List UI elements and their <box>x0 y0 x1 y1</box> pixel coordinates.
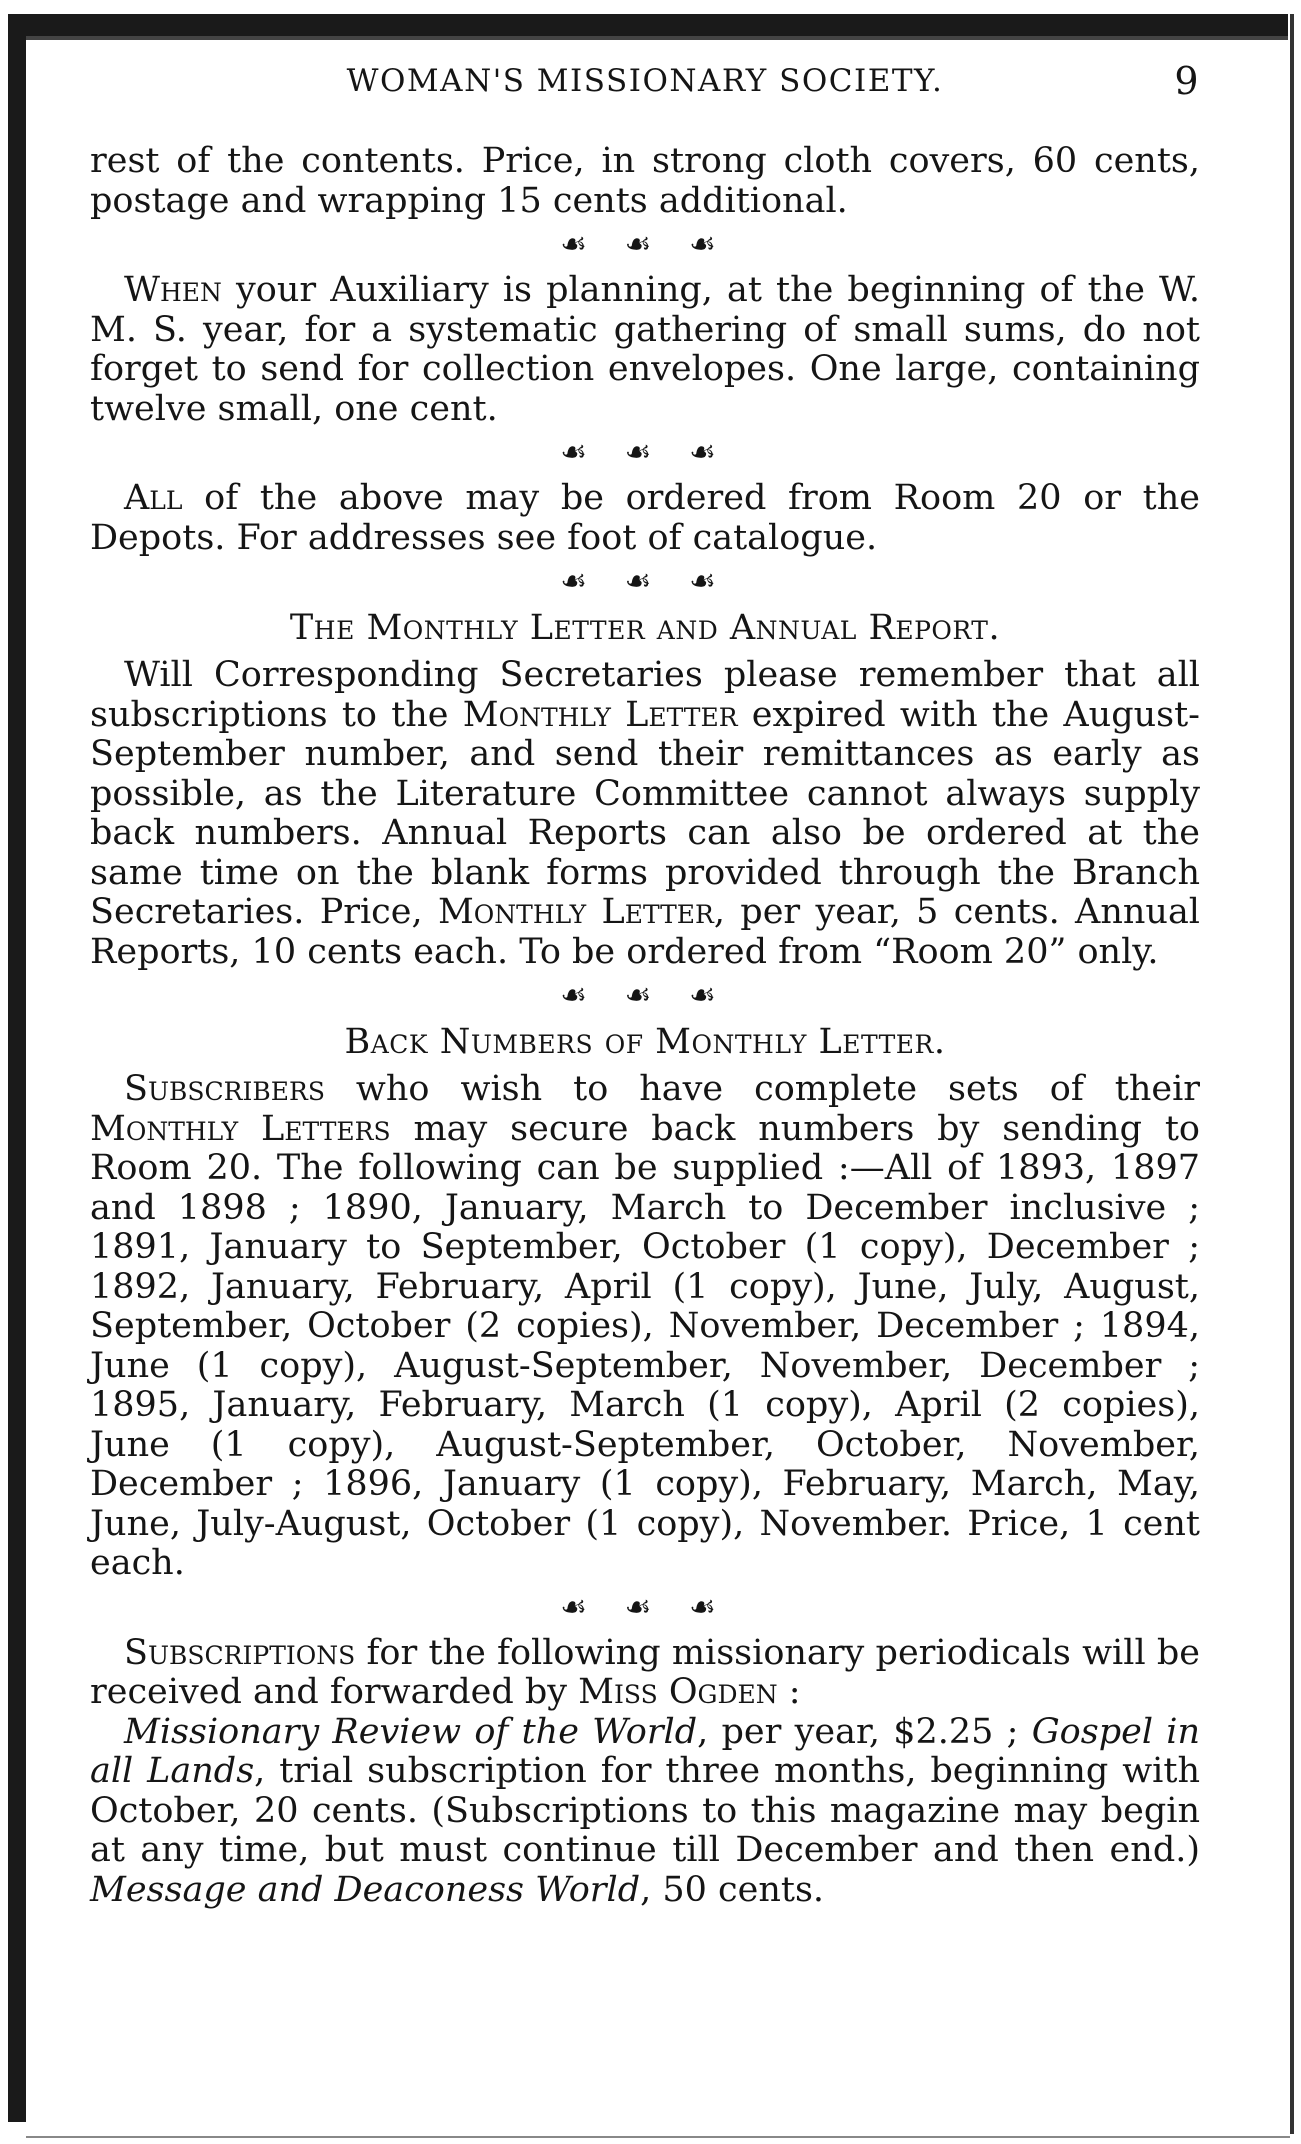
ornament-divider: ☙ ☙ ☙ <box>560 1589 730 1625</box>
paragraph-text: may secure back numbers by sending to Room 20. The following can be supplied :—All of 1893, 1897 and 1898 ; 1890, January, March to December inclusive ; 1891, January to September, October (1 copy), December ; 1892, January, February, April (1 copy), June, July, August, September, October (2 copies), November, December ; 1894, June (1 copy), August-September, November, December ; 1895, January, February, March (1 copy), April (2 copies), June (1 copy), August-September, October, November, December ; 1896, January (1 copy), February, March, May, June, July-August, October (1 copy), November. Price, 1 cent each. <box>90 1108 1200 1583</box>
paragraph-subscriptions <box>90 1634 1200 1713</box>
paragraph-order-room <box>90 479 1200 558</box>
person-name: Miss Ogden <box>578 1672 778 1712</box>
paragraph-text: Will Corresponding Secretaries please remember that all subscriptions to the <box>90 655 1200 735</box>
paragraph-text: of the above may be ordered from Room 20 or the Depots. For addresses see foot of catalogue. <box>90 478 1200 558</box>
page-title: WOMAN'S MISSIONARY SOCIETY. <box>346 63 944 99</box>
periodical-title: Message and Deaconess World <box>90 1869 641 1910</box>
paragraph-text: , per year, 5 cents. Annual Reports, 10 cents each. To be ordered from “Room 20” only. <box>90 892 1201 972</box>
paragraph-text: : <box>777 1672 801 1712</box>
paragraph-collection-envelopes <box>90 271 1200 429</box>
periodical-title: Missionary Review of the World <box>124 1711 698 1752</box>
page-number: 9 <box>1174 59 1200 103</box>
lead-word: Subscribers <box>124 1069 325 1109</box>
paragraph-text: for the following missionary periodicals will be received and forwarded by <box>90 1632 1200 1712</box>
lead-word: Subscriptions <box>124 1632 356 1673</box>
lead-word: When <box>124 270 222 310</box>
paragraph-text: , 50 cents. <box>640 1869 825 1910</box>
page-left-border <box>8 22 26 2122</box>
paragraph-back-numbers <box>90 1070 1200 1584</box>
ornament-divider: ☙ ☙ ☙ <box>560 435 730 470</box>
lead-word: All <box>124 478 183 518</box>
paragraph-text: expired with the August-September number, and send their remittances as early as possible, as the Literature Committee cannot always supply back numbers. Annual Reports can also be ordered at the same time on the blank forms provided through the Branch Secretaries. Price, <box>90 694 1201 932</box>
running-head <box>90 50 1200 112</box>
page-top-border <box>8 14 1288 36</box>
ornament-divider: ☙ ☙ ☙ <box>560 227 730 262</box>
paragraph-corresponding-secretaries <box>90 656 1200 972</box>
paragraph-text: your Auxiliary is planning, at the beginning of the W. M. S. year, for a systematic gathering of small sums, do not forget to send for collection envelopes. One large, containing twelve small, one cent. <box>90 270 1200 429</box>
page-top-border-thin <box>26 36 1288 40</box>
paragraph-text: , per year, $2.25 ; <box>697 1711 1032 1752</box>
paragraph-contents-price: rest of the contents. Price, in strong cloth covers, 60 cents, postage and wrapping 15 cents additional. <box>90 141 1200 221</box>
ornament-divider: ☙ ☙ ☙ <box>560 564 730 599</box>
page-bottom-edge <box>26 2136 1290 2138</box>
section-heading-back-numbers: Back Numbers of Monthly Letter. <box>344 1022 946 1062</box>
paragraph-text: , trial subscription for three months, beginning with October, 20 cents. (Subscriptions to this magazine may begin at any time, but must continue till December and then end.) <box>90 1751 1200 1870</box>
ornament-divider: ☙ ☙ ☙ <box>560 978 730 1013</box>
paragraph-text: who wish to have complete sets of their <box>324 1069 1200 1109</box>
publication-name: Monthly Letter <box>462 694 738 735</box>
page-right-border <box>1290 14 1294 2134</box>
periodical-title: Gospel in all Lands <box>90 1711 1200 1791</box>
section-heading-monthly-letter: The Monthly Letter and Annual Report. <box>289 608 1001 648</box>
publication-name: Monthly Letters <box>90 1108 391 1149</box>
publication-name: Monthly Letter <box>437 892 714 932</box>
page-body <box>90 50 1200 1910</box>
paragraph-periodicals <box>90 1713 1200 1911</box>
